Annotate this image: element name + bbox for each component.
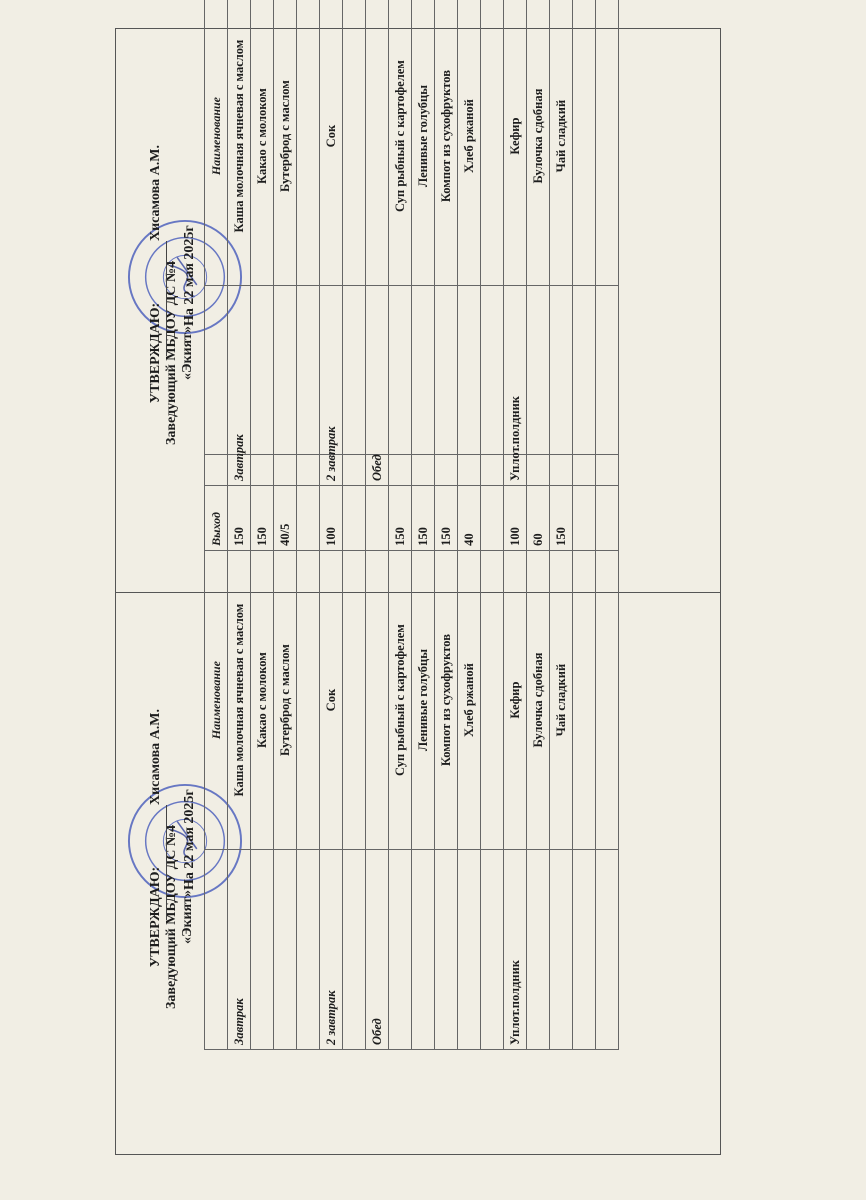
table-row xyxy=(596,0,619,486)
dish-cell xyxy=(481,0,504,286)
dish-cell: Сок xyxy=(320,0,343,286)
dish-cell xyxy=(366,550,389,849)
meal-cell xyxy=(458,850,481,1050)
menu-table xyxy=(204,0,619,486)
meal-cell xyxy=(251,286,274,486)
dish-cell: Бутерброд с маслом xyxy=(274,550,297,849)
table-row xyxy=(251,455,274,1050)
dish-cell: Кефир xyxy=(504,550,527,849)
table-row xyxy=(527,0,550,486)
dish-cell xyxy=(297,550,320,849)
meal-cell: Обед xyxy=(366,286,389,486)
meal-cell xyxy=(573,286,596,486)
table-row xyxy=(228,0,251,486)
table-row xyxy=(412,0,435,486)
meal-cell: Обед xyxy=(366,850,389,1050)
dish-cell: Компот из сухофруктов xyxy=(435,550,458,849)
dish-cell: Булочка сдобная xyxy=(527,550,550,849)
output-cell: 150 xyxy=(251,455,274,551)
table-header-row xyxy=(205,0,228,486)
meal-cell xyxy=(596,850,619,1050)
dish-cell xyxy=(596,0,619,286)
output-cell: 100 xyxy=(320,455,343,551)
table-row xyxy=(251,0,274,486)
dish-cell: Хлеб ржаной xyxy=(458,0,481,286)
meal-cell xyxy=(297,850,320,1050)
dish-cell xyxy=(343,0,366,286)
dish-cell: Булочка сдобная xyxy=(527,0,550,286)
col-dish-header: Наименование xyxy=(205,550,228,849)
menu-panel-upper xyxy=(142,0,700,486)
table-row xyxy=(366,0,389,486)
meal-cell xyxy=(481,286,504,486)
output-cell: 150 xyxy=(412,455,435,551)
dish-cell: Чай сладкий xyxy=(550,0,573,286)
meal-cell xyxy=(481,850,504,1050)
meal-cell: Завтрак xyxy=(228,286,251,486)
table-row xyxy=(366,455,389,1050)
col-output-header: Выход xyxy=(205,455,228,551)
dish-cell: Хлеб ржаной xyxy=(458,550,481,849)
menu-table xyxy=(204,454,619,1050)
table-row xyxy=(297,0,320,486)
output-cell: 60 xyxy=(527,455,550,551)
dish-cell: Суп рыбный с картофелем xyxy=(389,550,412,849)
table-row xyxy=(320,455,343,1050)
table-row xyxy=(412,455,435,1050)
meal-cell xyxy=(550,850,573,1050)
meal-cell xyxy=(274,850,297,1050)
meal-cell: 2 завтрак xyxy=(320,286,343,486)
meal-cell xyxy=(527,850,550,1050)
dish-cell xyxy=(366,0,389,286)
col-dish-header: Наименование xyxy=(205,0,228,286)
signature-line xyxy=(166,805,167,920)
dish-cell: Какао с молоком xyxy=(251,0,274,286)
dish-cell: Ленивые голубцы xyxy=(412,0,435,286)
meal-cell xyxy=(573,850,596,1050)
dish-cell: Компот из сухофруктов xyxy=(435,0,458,286)
table-row xyxy=(481,455,504,1050)
table-row xyxy=(573,0,596,486)
meal-cell xyxy=(412,850,435,1050)
table-row xyxy=(274,0,297,486)
meal-cell xyxy=(389,850,412,1050)
meal-cell xyxy=(389,286,412,486)
dish-cell xyxy=(596,550,619,849)
dish-cell xyxy=(343,550,366,849)
dish-cell xyxy=(297,0,320,286)
dish-cell: Какао с молоком xyxy=(251,550,274,849)
table-row xyxy=(596,455,619,1050)
output-cell: 100 xyxy=(504,455,527,551)
meal-cell xyxy=(435,850,458,1050)
table-row xyxy=(573,455,596,1050)
meal-cell: 2 завтрак xyxy=(320,850,343,1050)
table-row xyxy=(320,0,343,486)
dish-cell: Ленивые голубцы xyxy=(412,550,435,849)
meal-cell xyxy=(412,286,435,486)
output-cell: 40/5 xyxy=(274,455,297,551)
meal-cell xyxy=(596,286,619,486)
dish-cell: Бутерброд с маслом xyxy=(274,0,297,286)
meal-cell xyxy=(435,286,458,486)
approve-title: УТВЕРЖДАЮ: xyxy=(148,302,163,404)
output-cell: 150 xyxy=(228,455,251,551)
col-meal-header xyxy=(205,850,228,1050)
meal-cell xyxy=(458,286,481,486)
table-row xyxy=(504,0,527,486)
table-row xyxy=(389,0,412,486)
col-meal-header xyxy=(205,286,228,486)
approve-position: Заведующий МБДОУ ДС №4 xyxy=(164,825,179,1009)
dish-cell xyxy=(481,550,504,849)
output-cell: 150 xyxy=(389,455,412,551)
table-row xyxy=(435,0,458,486)
dish-cell: Каша молочная ячневая с маслом xyxy=(228,0,251,286)
table-row xyxy=(228,455,251,1050)
dish-cell: Кефир xyxy=(504,0,527,286)
table-row xyxy=(527,455,550,1050)
meal-cell: Завтрак xyxy=(228,850,251,1050)
output-cell: 150 xyxy=(550,455,573,551)
table-header-row xyxy=(205,455,228,1050)
meal-cell xyxy=(343,286,366,486)
meal-cell xyxy=(274,286,297,486)
output-cell: 40 xyxy=(458,455,481,551)
meal-cell: Уплот.полдник xyxy=(504,286,527,486)
menu-date: На 22 мая 2025г xyxy=(182,225,197,326)
dish-cell: Чай сладкий xyxy=(550,550,573,849)
meal-cell: Уплот.полдник xyxy=(504,850,527,1050)
dish-cell: Сок xyxy=(320,550,343,849)
meal-cell xyxy=(251,850,274,1050)
meal-cell xyxy=(550,286,573,486)
table-row xyxy=(274,455,297,1050)
table-row xyxy=(343,455,366,1050)
approve-org: «Экият» xyxy=(180,325,195,381)
table-row xyxy=(389,455,412,1050)
menu-date: На 22 мая 2025г xyxy=(182,789,197,890)
approve-position: Заведующий МБДОУ ДС №4 xyxy=(164,261,179,445)
signature-line xyxy=(166,241,167,356)
meal-cell xyxy=(343,850,366,1050)
table-row xyxy=(435,455,458,1050)
dish-cell xyxy=(573,550,596,849)
table-row xyxy=(504,455,527,1050)
table-row xyxy=(550,455,573,1050)
meal-cell xyxy=(527,286,550,486)
table-row xyxy=(550,0,573,486)
signer-name: Хисамова А.М. xyxy=(148,709,163,805)
table-row xyxy=(458,0,481,486)
dish-cell: Суп рыбный с картофелем xyxy=(389,0,412,286)
dish-cell: Каша молочная ячневая с маслом xyxy=(228,550,251,849)
menu-panel-lower xyxy=(142,454,700,1050)
table-row xyxy=(297,455,320,1050)
dish-cell xyxy=(573,0,596,286)
output-cell: 150 xyxy=(435,455,458,551)
table-row xyxy=(458,455,481,1050)
meal-cell xyxy=(297,286,320,486)
table-row xyxy=(343,0,366,486)
approve-title: УТВЕРЖДАЮ: xyxy=(148,866,163,968)
signer-name: Хисамова А.М. xyxy=(148,145,163,241)
approve-org: «Экият» xyxy=(180,889,195,945)
table-row xyxy=(481,0,504,486)
